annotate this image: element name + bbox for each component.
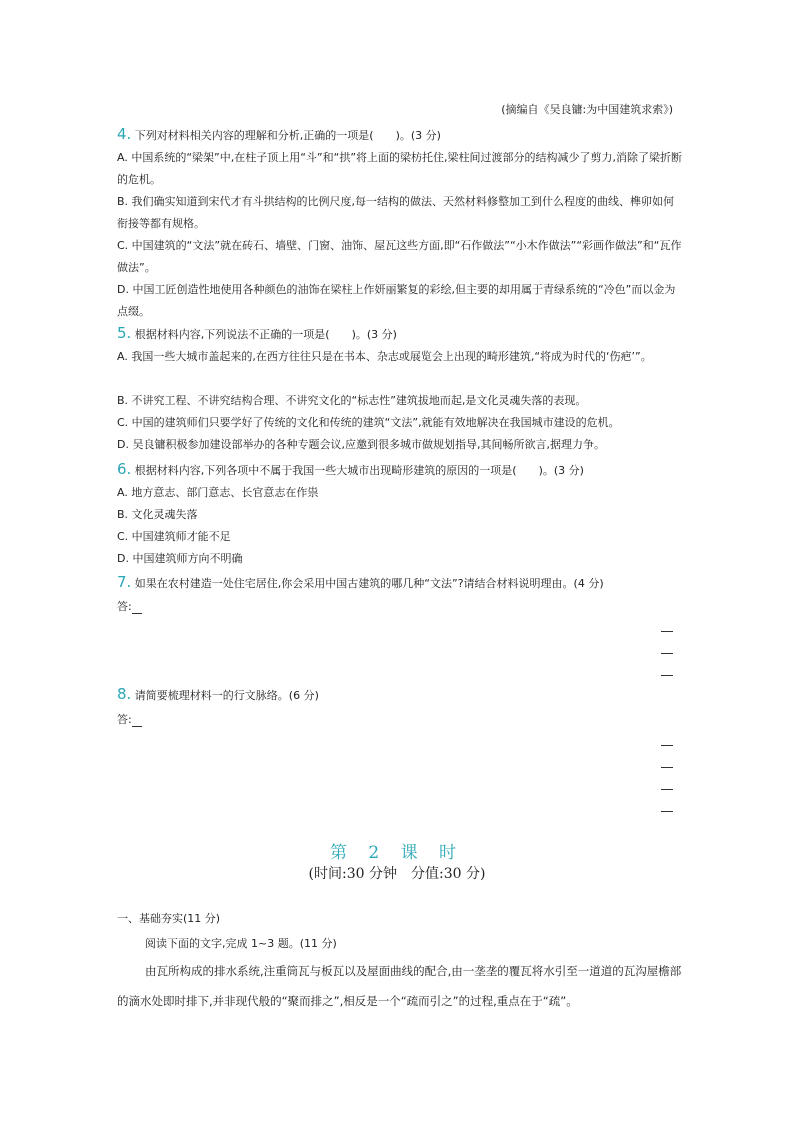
lesson-title: 第 2 课 时 <box>329 843 465 863</box>
question-5-option-a: A. 我国一些大城市盖起来的,在西方往往只是在书本、杂志或展览会上出现的畸形建筑,“将成为时代的‘伤疤’”。 <box>117 350 652 363</box>
question-number: 4. <box>117 125 132 143</box>
question-number: 6. <box>117 460 132 478</box>
question-6-stem <box>117 458 682 482</box>
answer-line[interactable] <box>661 811 673 812</box>
question-number: 7. <box>117 573 132 591</box>
question-5-option-c: C. 中国的建筑师们只要学好了传统的文化和传统的建筑“文法”,就能有效地解决在我国城市建设的危机。 <box>117 416 620 429</box>
question-6-option-d: D. 中国建筑师方向不明确 <box>117 552 243 565</box>
question-4-option-b: B. 我们确实知道到宋代才有斗拱结构的比例尺度,每一结构的做法、天然材料修整加工到什么程度的曲线、榫卯如何衔接等都有规格。 <box>117 195 675 230</box>
lesson-subtitle: (时间:30 分钟 分值:30 分) <box>308 866 486 882</box>
question-text: 下列对材料相关内容的理解和分析,正确的一项是( )。(3 分) <box>131 129 441 142</box>
question-number: 8. <box>117 685 132 703</box>
question-4-option-d: D. 中国工匠创造性地使用各种颜色的油饰在梁柱上作妍丽繁复的彩绘,但主要的却用属于青绿系统的“冷色”而以金为点缀。 <box>117 283 676 318</box>
question-4-stem <box>117 123 682 147</box>
question-text: 根据材料内容,下列各项中不属于我国一些大城市出现畸形建筑的原因的一项是( )。(3 分) <box>131 464 584 477</box>
question-number: 5. <box>117 324 132 342</box>
question-6-option-a: A. 地方意志、部门意志、长官意志在作祟 <box>117 486 319 499</box>
section-instruction: 阅读下面的文字,完成 1~3 题。(11 分) <box>145 937 337 950</box>
section-heading: 一、基础夯实(11 分) <box>117 912 221 925</box>
question-text: 根据材料内容,下列说法不正确的一项是( )。(3 分) <box>131 328 397 341</box>
question-5-option-b: B. 不讲究工程、不讲究结构合理、不讲究文化的“标志性”建筑拔地而起,是文化灵魂失落的表现。 <box>117 394 587 407</box>
question-5-stem <box>117 322 682 346</box>
answer-label: 答: <box>117 713 132 726</box>
question-5-option-d: D. 吴良镛积极参加建设部举办的各种专题会议,应邀到很多城市做规划指导,其间畅所欲言,据理力争。 <box>117 438 605 451</box>
question-text: 请简要梳理材料一的行文脉络。(6 分) <box>131 689 319 702</box>
answer-line[interactable] <box>661 745 673 746</box>
question-4-option-a: A. 中国系统的“梁架”中,在柱子顶上用“斗”和“拱”将上面的梁枋托住,梁柱间过渡部分的结构减少了剪力,消除了梁折断的危机。 <box>117 151 683 186</box>
answer-label: 答: <box>117 600 132 613</box>
answer-blank[interactable] <box>132 603 142 614</box>
answer-line[interactable] <box>661 789 673 790</box>
question-4-option-c: C. 中国建筑的“文法”就在砖石、墙壁、门窗、油饰、屋瓦这些方面,即“石作做法”“小木作做法”“彩画作做法”和“瓦作做法”。 <box>117 239 682 274</box>
question-text: 如果在农村建造一处住宅居住,你会采用中国古建筑的哪几种“文法”?请结合材料说明理由。(4 分) <box>131 577 604 590</box>
answer-line[interactable] <box>661 653 673 654</box>
question-6-option-b: B. 文化灵魂失落 <box>117 508 198 521</box>
reading-paragraph: 由瓦所构成的排水系统,注重筒瓦与板瓦以及屋面曲线的配合,由一垄垄的覆瓦将水引至一道道的瓦沟屋檐部的滴水处即时排下,并非现代般的“聚而排之”,相反是一个“疏而引之”的过程,重点在于“疏”。 <box>117 964 682 1008</box>
answer-line[interactable] <box>661 631 673 632</box>
answer-line[interactable] <box>661 767 673 768</box>
question-8-stem <box>117 683 682 707</box>
answer-line[interactable] <box>661 675 673 676</box>
source-note: (摘编自《吴良镛:为中国建筑求索》) <box>501 103 673 116</box>
question-7-stem <box>117 571 682 595</box>
answer-blank[interactable] <box>132 716 142 727</box>
question-7-answer[interactable] <box>117 598 142 614</box>
question-6-option-c: C. 中国建筑师才能不足 <box>117 530 231 543</box>
question-8-answer[interactable] <box>117 711 142 727</box>
